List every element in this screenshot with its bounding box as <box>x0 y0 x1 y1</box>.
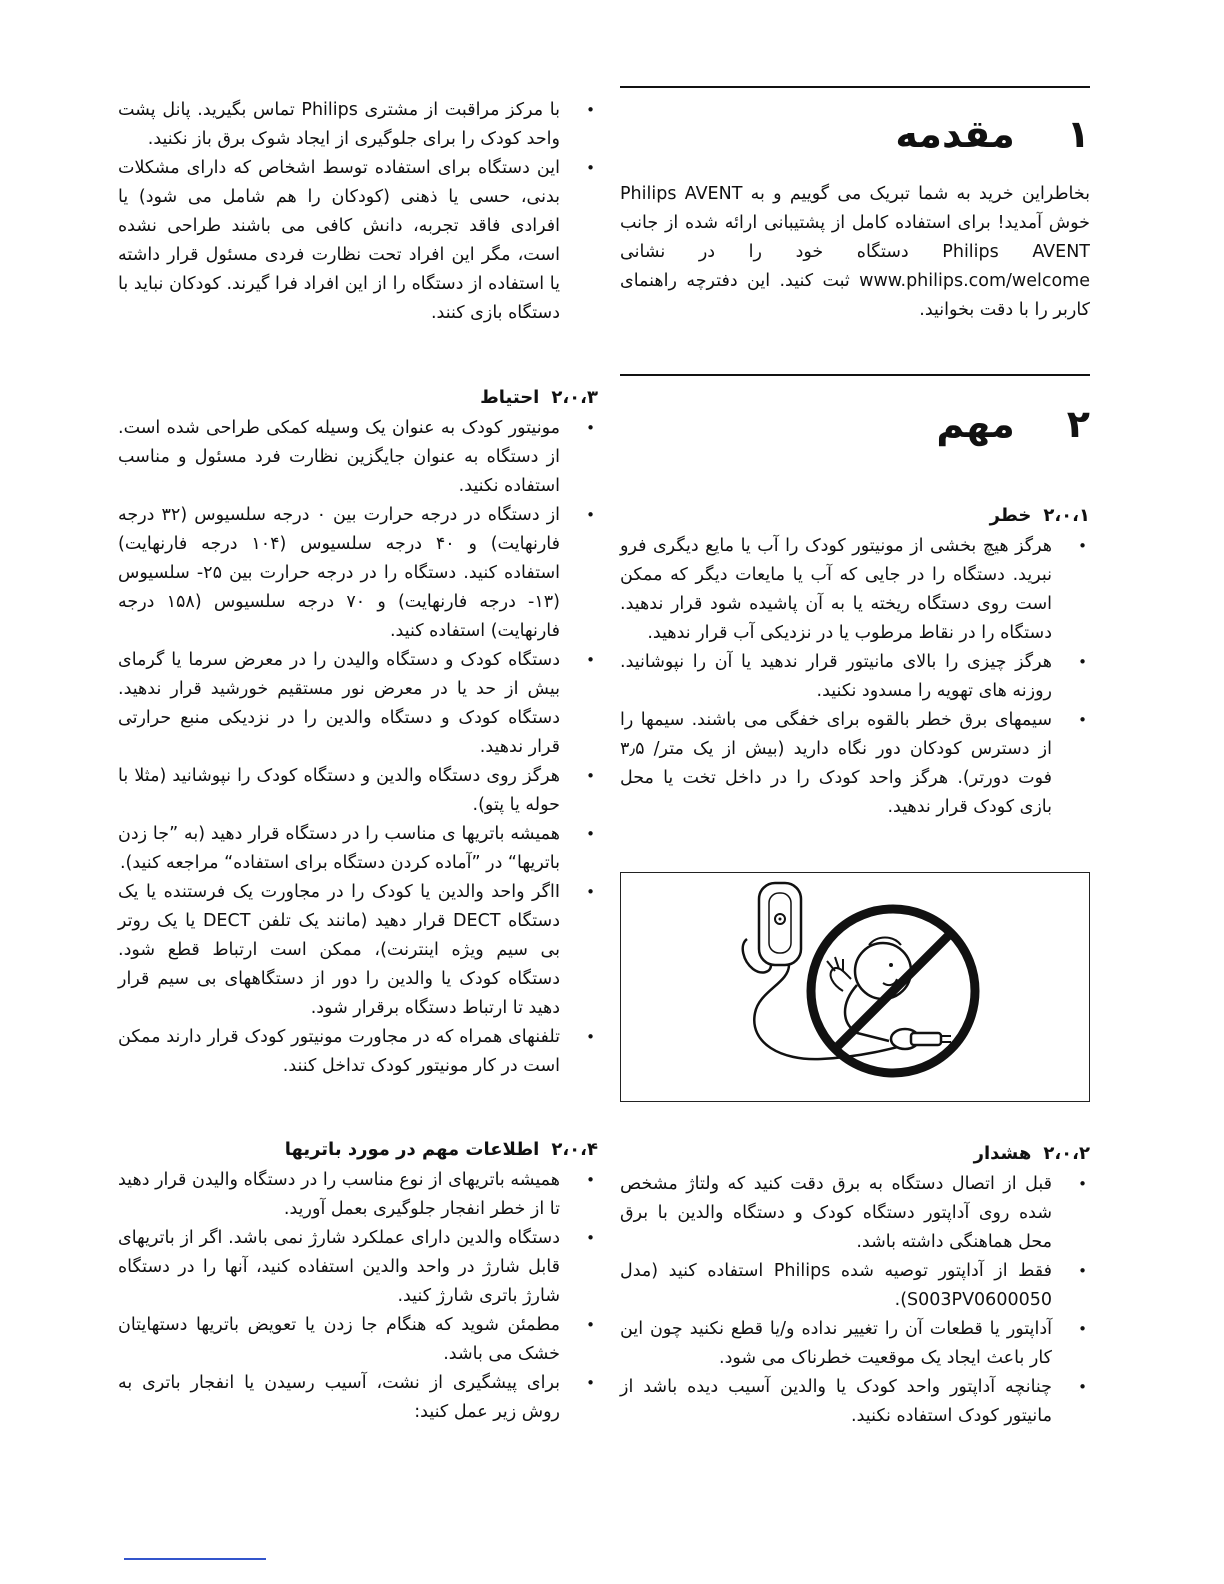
list-item: • مطمئن شوید که هنگام جا زدن یا تعویض باتریها دستهایتان خشک می باشد. <box>118 1311 598 1369</box>
section-title: مقدمه <box>895 112 1015 156</box>
subsection-number: ۲،۰،۴ <box>551 1139 598 1160</box>
subsection-title: خطر <box>989 505 1032 526</box>
section-title: مهم <box>936 402 1015 446</box>
section-divider <box>620 86 1090 88</box>
list-item: • مونیتور کودک به عنوان یک وسیله کمکی طراحی شده است. از دستگاه به عنوان جایگزین نظارت فرد مسئول و مناسب استفاده نکنید. <box>118 414 598 501</box>
intro-block <box>620 180 1090 325</box>
section-1-heading <box>620 112 1090 156</box>
bullet-icon: • <box>1078 653 1087 671</box>
list-item: • هرگز روی دستگاه والدین و دستگاه کودک را نپوشانید (مثلا با حوله یا پتو). <box>118 762 598 820</box>
bullet-icon: • <box>586 1229 595 1247</box>
list-item: • Iاگر واحد والدین یا کودک را در مجاورت یک فرستنده یا یک دستگاه DECT قرار دهید (مانند یک تلفن DECT یا یک روتر بی سیم ویژه اینترنت)، ممکن است ارتباط قطع شود. دستگاه کودک یا والدین را دور از دستگاههای بی سیم قرار دهید تا ارتباط دستگاه برقرار شود. <box>118 878 598 1023</box>
list-item: • هرگز چیزی را بالای مانیتور قرار ندهید یا آن را نپوشانید. روزنه های تهویه را مسدود نکنید. <box>620 648 1090 706</box>
footer-line <box>124 1558 266 1560</box>
bullet-icon: • <box>586 419 595 437</box>
bullet-icon: • <box>586 767 595 785</box>
subsection-heading <box>620 502 1090 530</box>
warning-list <box>620 1170 1090 1431</box>
no-cords-near-baby-icon <box>621 873 1088 1100</box>
bullet-icon: • <box>586 883 595 901</box>
subsection-title: احتیاط <box>480 387 540 408</box>
subsection-number: ۲،۰،۳ <box>551 387 598 408</box>
bullet-icon: • <box>586 159 595 177</box>
list-item: • آداپتور یا قطعات آن را تغییر نداده و/یا قطع نکنید چون این کار باعث ایجاد یک موقعیت خطرناک می شود. <box>620 1315 1090 1373</box>
bullet-icon: • <box>1078 1378 1087 1396</box>
list-item: • قبل از اتصال دستگاه به برق دقت کنید که ولتاژ مشخص شده روی آداپتور دستگاه کودک و دستگاه والدین با برق محل هماهنگی داشته باشد. <box>620 1170 1090 1257</box>
warning-section <box>620 1140 1090 1431</box>
caution-section <box>118 384 598 1081</box>
subsection-heading <box>118 1136 598 1164</box>
subsection-heading <box>620 1140 1090 1168</box>
list-item: • تلفنهای همراه که در مجاورت مونیتور کودک قرار دارند ممکن است در کار مونیتور کودک تداخل کنند. <box>118 1023 598 1081</box>
list-item: • این دستگاه برای استفاده توسط اشخاص که دارای مشکلات بدنی، حسی یا ذهنی (کودکان را هم شامل می شود) یا افرادی فاقد تجربه، دانش کافی می باشند طراحی نشده است، مگر این افراد تحت نظارت فردی مسئول قرار داشته یا استفاده از دستگاه را از این افراد فرا گیرند. کودکان نباید با دستگاه بازی کنند. <box>118 154 598 328</box>
list-item: • همیشه باتریها ی مناسب را در دستگاه قرار دهید (به ”جا زدن باتریها“ در ”آماده کردن دستگاه برای استفاده“ مراجعه کنید). <box>118 820 598 878</box>
bullet-icon: • <box>586 1171 595 1189</box>
list-item: • سیمهای برق خطر بالقوه برای خفگی می باشند. سیمها را از دسترس کودکان دور نگاه دارید (بیش از یک متر/ ۳٫۵ فوت دورتر). هرگز واحد کودک را در داخل تخت یا محل بازی کودک قرار ندهید. <box>620 706 1090 822</box>
continued-danger-list <box>118 96 598 328</box>
bullet-icon: • <box>586 825 595 843</box>
intro-paragraph: بخاطراین خرید به شما تبریک می گوییم و به Philips AVENT خوش آمدید! برای استفاده کامل از پشتیبانی ارائه شده از جانب Philips AVENT دستگاه خود را در نشانی www.philips.com/welcome ثبت کنید. این دفترچه راهنمای کاربر را با دقت بخوانید. <box>620 184 1090 320</box>
subsection-number: ۲،۰،۲ <box>1043 1143 1090 1164</box>
bullet-icon: • <box>1078 1320 1087 1338</box>
bullet-icon: • <box>586 1028 595 1046</box>
subsection-title: اطلاعات مهم در مورد باتریها <box>284 1139 540 1160</box>
list-item: • فقط از آداپتور توصیه شده Philips استفاده کنید (مدل S003PV0600050). <box>620 1257 1090 1315</box>
bullet-icon: • <box>586 1374 595 1392</box>
subsection-title: هشدار <box>973 1143 1032 1164</box>
list-item: • با مرکز مراقبت از مشتری Philips تماس بگیرید. پانل پشت واحد کودک را برای جلوگیری از ایجاد شوک برق باز نکنید. <box>118 96 598 154</box>
bullet-icon: • <box>1078 1262 1087 1280</box>
bullet-icon: • <box>586 1316 595 1334</box>
list-item: • دستگاه والدین دارای عملکرد شارژ نمی باشد. اگر از باتریهای قابل شارژ در واحد والدین استفاده کنید، آنها را در دستگاه شارژ باتری شارژ کنید. <box>118 1224 598 1311</box>
warning-illustration <box>620 872 1090 1102</box>
subsection-number: ۲،۰،۱ <box>1043 505 1090 526</box>
section-number: ۲ <box>1066 402 1090 446</box>
bullet-icon: • <box>1078 1175 1087 1193</box>
subsection-heading <box>118 384 598 412</box>
list-item: • دستگاه کودک و دستگاه والیدن را در معرض سرما یا گرمای بیش از حد یا در معرض نور مستقیم خورشید قرار ندهید. دستگاه کودک و دستگاه والدین را در نزدیکی منبع حرارتی قرار ندهید. <box>118 646 598 762</box>
danger-list <box>620 532 1090 822</box>
list-item: • همیشه باتریهای از نوع مناسب را در دستگاه والیدن قرار دهید تا از خطر انفجار جلوگیری بعمل آورید. <box>118 1166 598 1224</box>
bullet-icon: • <box>586 506 595 524</box>
danger-section <box>620 502 1090 822</box>
bullet-icon: • <box>586 101 595 119</box>
battery-section <box>118 1136 598 1427</box>
list-item: • چنانچه آداپتور واحد کودک یا والدین آسیب دیده باشد از مانیتور کودک استفاده نکنید. <box>620 1373 1090 1431</box>
caution-list <box>118 414 598 1081</box>
battery-list <box>118 1166 598 1427</box>
section-number: ۱ <box>1066 112 1090 156</box>
bullet-icon: • <box>586 651 595 669</box>
section-2-heading <box>620 402 1090 446</box>
section-divider <box>620 374 1090 376</box>
list-item: • برای پیشگیری از نشت، آسیب رسیدن یا انفجار باتری به روش زیر عمل کنید: <box>118 1369 598 1427</box>
list-item: • از دستگاه در درجه حرارت بین ۰ درجه سلسیوس (۳۲ درجه فارنهایت) و ۴۰ درجه سلسیوس (۱۰۴ درجه فارنهایت) استفاده کنید. دستگاه را در درجه حرارت بین ۲۵- سلسیوس (۱۳- درجه فارنهایت) و ۷۰ درجه سلسیوس (۱۵۸ درجه فارنهایت) استفاده کنید. <box>118 501 598 646</box>
bullet-icon: • <box>1078 537 1087 555</box>
list-item: • هرگز هیچ بخشی از مونیتور کودک را آب یا مایع دیگری فرو نبرید. دستگاه را در جایی که آب یا مایعات دیگر که ممکن است روی دستگاه ریخته یا به آن پاشیده شود قرار ندهید. دستگاه را در نقاط مرطوب یا در نزدیکی آب قرار ندهید. <box>620 532 1090 648</box>
bullet-icon: • <box>1078 711 1087 729</box>
